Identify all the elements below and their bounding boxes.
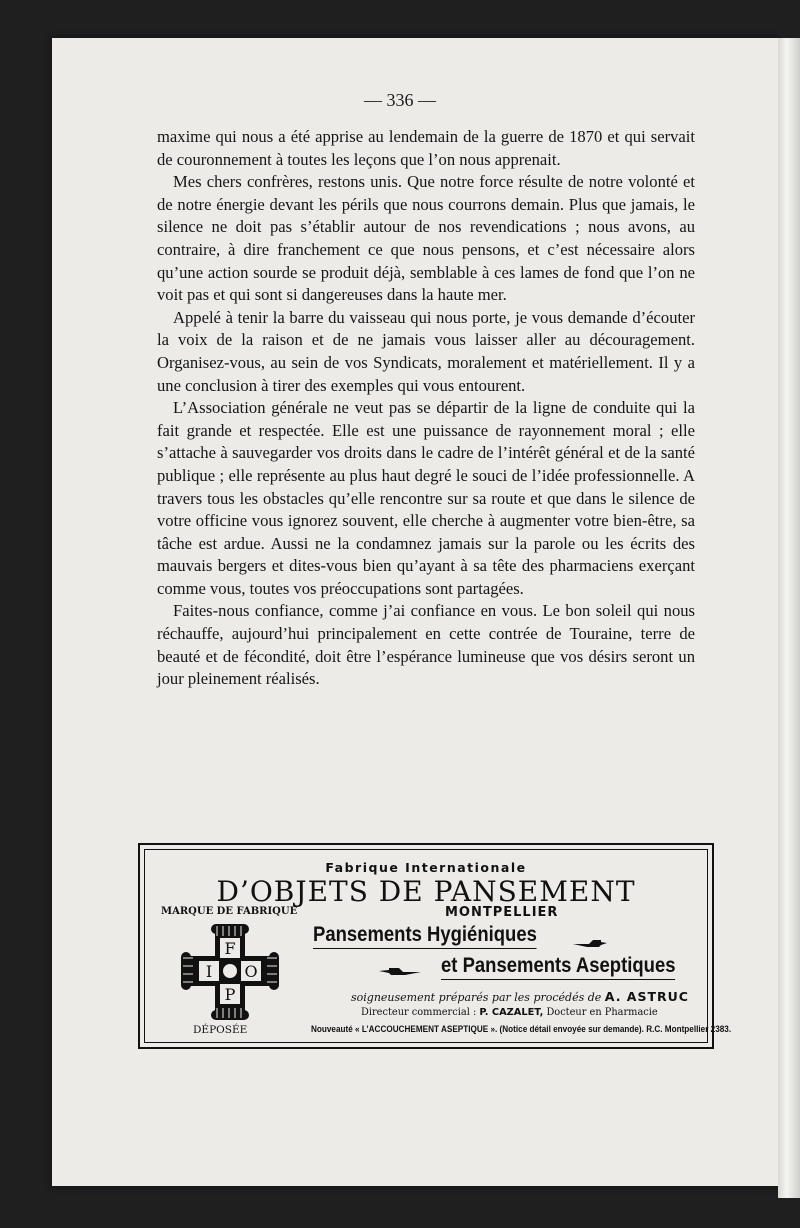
paragraph: maxime qui nous a été apprise au lendemain de la guerre de 1870 et qui servait de couronnement à toutes les leçons que l’on nous apprenait. [157,127,695,169]
pointing-hand-icon [571,936,611,948]
ad-director-prefix: Directeur commercial : [361,1007,477,1018]
ad-director-suffix: Docteur en Pharmacie [546,1007,658,1018]
ad-director-line [361,1007,658,1018]
pointing-hand-icon [375,964,423,976]
cross-logo-icon [181,922,279,1022]
logo-letter: F [224,939,236,958]
paragraph: Mes chers confrères, restons unis. Que notre force résulte de notre volonté et de notre énergie devant les périls que nous courrons demain. Plus que jamais, le silence ne doit pas s’établir autour de nos revendications ; nous avons, au contraire, à dire franchement ce que nous pensons, et c’est nécessaire alors qu’une action sourde se produit déjà, semblable à ces lames de fond que l’on ne voit pas et qui sont si dangereuses dans la haute mer. [157,172,695,305]
ad-heading-small: Fabrique Internationale [325,860,527,875]
advertisement [138,843,732,1049]
logo-letter: O [244,962,258,981]
ad-maker: A. ASTRUC [604,989,689,1004]
ad-director-name: P. CAZALET, [479,1007,544,1018]
paragraph: L’Association générale ne veut pas se départir de la ligne de conduite qui la fait grande et respectée. Elle est une puissance de rayonnement moral ; elle s’attache à sauvegarder vos droits dans le cadre de l’intérêt général et de la santé publique ; elle représente au plus haut degré le souci de l’idée professionnelle. A travers tous les obstacles qu’elle rencontre sur sa route et que dans le silence de votre officine vous ignorez souvent, elle cherche à augmenter votre bien-être, sa tâche est ardue. Aussi ne la condamnez jamais sur la parole ou les écrits des mauvais bergers et dites-vous bien qu’ayant à sa tête des pharmaciens exerçant comme vous, toutes vos préoccupations sont partagées. [157,398,695,598]
page-edge [778,38,800,1198]
advertisement-inner-frame [144,849,732,1043]
ad-registered-label: DÉPOSÉE [193,1024,248,1036]
logo-letter: I [205,962,213,981]
paragraph: Appelé à tenir la barre du vaisseau qui nous porte, je vous demande d’écouter la voix de la raison et de ne jamais vous laisser aller au découragement. Organisez-vous, au sein de vos Syndicats, moralement et matériellement. Il y a une conclusion à tirer des exemples qui vous entourent. [157,307,695,395]
ad-product-hygienic: Pansements Hygiéniques [313,923,537,949]
ad-product-aseptic: et Pansements Aseptiques [441,954,676,980]
paragraph: Faites-nous confiance, comme j’ai confiance en vous. Le bon soleil qui nous réchauffe, aujourd’hui principalement en cette contrée de Touraine, terre de beauté et de fécondité, doit être l’espérance lumineuse que vos désirs seront un jour pleinement réalisés. [157,601,695,689]
page-number: — 336 — [364,90,436,110]
ad-trademark-label: MARQUE DE FABRIQUE [161,906,298,917]
ad-city: MONTPELLIER [445,905,559,920]
body-text [157,126,695,691]
ad-method-text: soigneusement préparés par les procédés de [351,991,602,1004]
ad-heading-large: D’OBJETS DE PANSEMENT [216,875,636,908]
ad-method-line [351,989,689,1004]
ad-novelty-line: Nouveauté « L’ACCOUCHEMENT ASEPTIQUE ». (Notice détail envoyée sur demande). R.C. Montpellier 2383. [311,1024,732,1035]
logo-letter: P [224,985,236,1004]
